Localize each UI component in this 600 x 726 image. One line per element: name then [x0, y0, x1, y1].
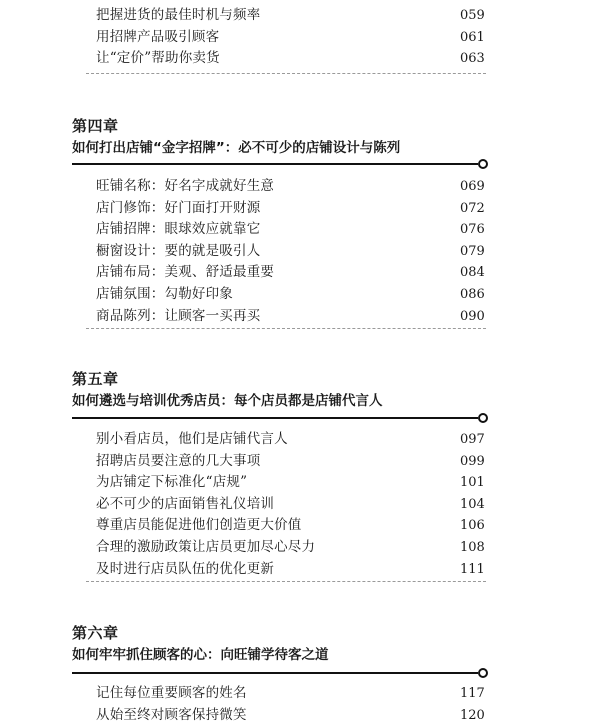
toc-entry[interactable]	[0, 306, 600, 328]
chapter-heading-6	[72, 623, 329, 666]
chapter-title: 如何牢牢抓住顾客的心：向旺铺学待客之道	[72, 647, 329, 663]
toc-entry-page: 099	[460, 453, 485, 469]
toc-entry[interactable]	[0, 472, 600, 494]
toc-entry-page: 101	[460, 475, 485, 491]
toc-entry-title: 合理的激励政策让店员更加尽心尽力	[96, 538, 316, 555]
toc-entry[interactable]	[0, 705, 600, 726]
toc-entry-page: 090	[460, 308, 485, 324]
toc-entry-title: 商品陈列：让顾客一买再买	[96, 307, 261, 324]
chapter-number: 第五章	[72, 370, 119, 388]
toc-entry-title: 为店铺定下标准化“店规”	[96, 474, 248, 491]
toc-entry-title: 及时进行店员队伍的优化更新	[96, 560, 275, 577]
toc-entry-page: 069	[460, 179, 485, 194]
toc-entry-page: 106	[460, 518, 485, 534]
toc-entry-title: 用招牌产品吸引顾客	[96, 28, 220, 45]
toc-entry-page: 104	[460, 496, 485, 512]
toc-entry-title: 别小看店员，他们是店铺代言人	[96, 431, 288, 447]
toc-entry-title: 尊重店员能促进他们创造更大价值	[96, 517, 302, 534]
toc-entry-page: 072	[460, 200, 485, 216]
toc-entry[interactable]	[0, 48, 600, 70]
toc-entry-page: 111	[460, 561, 485, 577]
toc-entry-title: 招聘店员要注意的几大事项	[96, 452, 261, 469]
rule-end-dot	[478, 413, 488, 423]
toc-entry-page: 079	[460, 243, 485, 259]
section-bottom-dashed-divider	[86, 328, 486, 329]
toc-entry-page: 076	[460, 222, 485, 238]
toc-entry[interactable]	[0, 537, 600, 559]
toc-entry-title: 记住每位重要顾客的姓名	[96, 685, 247, 701]
chapter-rule	[72, 417, 478, 419]
toc-section-chapter-5	[0, 429, 600, 580]
toc-section-chapter-4	[0, 176, 600, 327]
toc-entry-title: 店铺招牌：眼球效应就靠它	[96, 221, 261, 238]
toc-entry[interactable]	[0, 559, 600, 581]
toc-entry[interactable]	[0, 284, 600, 306]
toc-entry[interactable]	[0, 176, 600, 198]
toc-entry-page: 086	[460, 286, 485, 302]
toc-entry-title: 店门修饰：好门面打开财源	[96, 199, 261, 216]
section-bottom-dashed-divider	[86, 581, 486, 582]
chapter-heading-5	[72, 369, 383, 412]
toc-entry-page: 108	[460, 539, 485, 555]
toc-entry-page: 063	[460, 51, 485, 67]
toc-entry[interactable]	[0, 494, 600, 516]
toc-entry-page: 120	[460, 707, 485, 723]
chapter-rule	[72, 672, 478, 674]
toc-entry[interactable]	[0, 219, 600, 241]
chapter-heading-4	[72, 116, 400, 159]
rule-end-dot	[478, 159, 488, 169]
toc-entry[interactable]	[0, 5, 600, 27]
chapter-number: 第四章	[72, 117, 119, 135]
chapter-rule	[72, 163, 478, 165]
toc-entry-page: 059	[460, 8, 485, 23]
chapter-number: 第六章	[72, 624, 119, 642]
toc-entry[interactable]	[0, 683, 600, 705]
toc-entry-title: 从始至终对顾客保持微笑	[96, 706, 247, 723]
toc-entry-page: 084	[460, 265, 485, 281]
toc-entry[interactable]	[0, 241, 600, 263]
toc-entry[interactable]	[0, 515, 600, 537]
rule-end-dot	[478, 668, 488, 678]
toc-entry[interactable]	[0, 198, 600, 220]
toc-entry-title: 旺铺名称：好名字成就好生意	[96, 178, 275, 194]
toc-entry-page: 117	[460, 686, 485, 701]
toc-entry-title: 必不可少的店面销售礼仪培训	[96, 495, 275, 512]
toc-entry[interactable]	[0, 27, 600, 49]
toc-entry-title: 店铺布局：美观、舒适最重要	[96, 264, 275, 281]
chapter-title: 如何打出店铺“金字招牌”：必不可少的店铺设计与陈列	[72, 140, 401, 156]
toc-entry-title: 店铺氛围：勾勒好印象	[96, 285, 233, 302]
toc-entry-page: 097	[460, 432, 485, 447]
toc-entry[interactable]	[0, 451, 600, 473]
toc-entry-title: 让“定价”帮助你卖货	[96, 50, 220, 67]
toc-entry-page: 061	[460, 29, 485, 45]
toc-section-chapter-6	[0, 683, 600, 726]
chapter-title: 如何遴选与培训优秀店员：每个店员都是店铺代言人	[72, 393, 383, 409]
section-bottom-dashed-divider	[86, 73, 486, 74]
toc-entry-title: 橱窗设计：要的就是吸引人	[96, 242, 261, 259]
toc-entry-title: 把握进货的最佳时机与频率	[96, 7, 261, 23]
toc-entry[interactable]	[0, 262, 600, 284]
toc-entry[interactable]	[0, 429, 600, 451]
toc-section-continued	[0, 5, 600, 70]
